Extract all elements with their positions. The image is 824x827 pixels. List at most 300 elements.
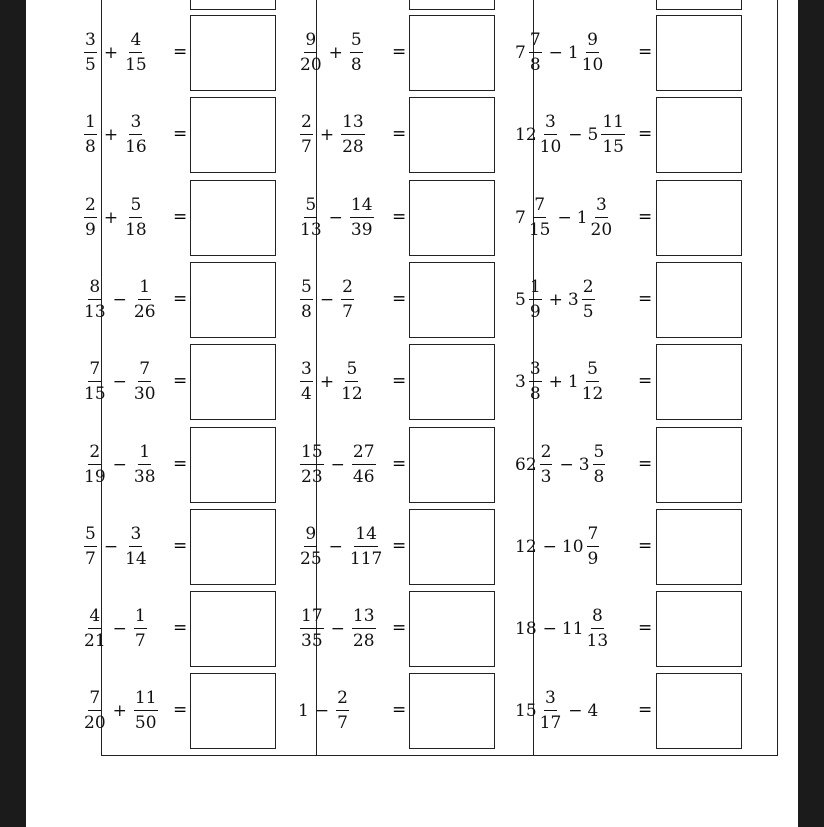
denominator: 9 [587,548,599,569]
numerator: 11 [134,690,158,711]
numerator: 5 [300,279,313,300]
problem-expression [298,672,351,750]
numerator: 5 [350,32,363,53]
problem-expression [298,343,365,421]
answer-box[interactable] [409,427,495,503]
denominator: 28 [342,137,364,158]
numerator: 5 [593,444,606,465]
operator: − [542,536,557,557]
numerator: 9 [586,32,599,53]
whole-number: 3 [515,372,526,393]
numerator: 7 [587,526,600,547]
denominator: 7 [134,631,146,652]
problem-expression [82,96,149,174]
expression [515,32,605,74]
fraction [125,32,147,74]
expression [515,361,605,403]
denominator: 8 [85,137,96,158]
denominator: 7 [85,548,96,569]
numerator: 3 [529,361,542,382]
numerator: 17 [300,608,324,629]
fraction [336,690,349,732]
denominator: 10 [581,55,604,75]
fraction [352,608,376,650]
whole-number: 15 [515,701,537,722]
answer-box[interactable] [190,509,276,585]
fraction [300,441,324,487]
denominator: 38 [133,466,156,487]
numerator: 3 [84,32,97,53]
fraction [125,114,147,156]
operator: + [112,701,127,722]
operator: + [103,207,119,228]
denominator: 15 [602,137,624,158]
numerator: 3 [300,361,313,382]
numerator: 7 [88,361,101,382]
problem-expression [298,426,378,504]
equals-sign: = [173,371,188,392]
whole-number: 5 [587,125,599,146]
equals-sign: = [392,206,407,227]
numerator: 15 [300,444,324,465]
numerator: 7 [533,197,546,218]
denominator: 15 [528,219,551,240]
numerator: 5 [84,526,97,547]
whole-number: 1 [298,701,309,722]
equals-sign: = [638,700,653,721]
fraction [84,523,97,569]
equals-sign: = [392,371,407,392]
answer-box[interactable] [409,97,495,173]
operator: + [103,43,119,63]
problem-expression [82,261,158,339]
numerator: 3 [595,197,608,218]
denominator: 21 [84,631,106,652]
fraction [300,194,322,240]
answer-box[interactable] [190,262,276,338]
numerator: 5 [345,361,358,382]
expression [515,194,614,240]
equals-sign: = [392,124,407,145]
fraction [341,114,365,156]
denominator: 9 [85,219,96,240]
answer-box[interactable] [656,180,742,256]
fraction [133,441,156,487]
denominator: 23 [301,466,323,487]
numerator: 3 [544,114,557,135]
numerator: 1 [84,114,97,135]
fraction [134,361,156,403]
equals-sign: = [173,206,188,227]
equals-sign: = [638,371,653,392]
fraction [349,523,383,569]
problem-expression [298,179,376,257]
denominator: 35 [301,631,323,652]
problem-expression [298,261,356,339]
problem-expression [82,426,158,504]
fraction [590,194,613,240]
numerator: 1 [138,279,151,300]
whole-number: 18 [515,619,537,640]
expression [298,114,367,156]
fraction [350,194,374,240]
numerator: 8 [88,279,101,300]
fraction [352,441,376,487]
expression [515,114,627,156]
operator: − [112,372,127,393]
operator: − [559,454,574,475]
whole-number: 3 [567,289,579,310]
denominator: 39 [350,219,373,240]
fraction [300,114,313,156]
answer-box[interactable] [656,262,742,338]
answer-box[interactable] [409,591,495,667]
problem-expression [515,14,605,92]
operator: − [330,619,345,640]
equals-sign: = [638,124,653,145]
numerator: 4 [88,608,101,629]
problem-expression [82,179,149,257]
operator: − [328,207,343,228]
expression [82,114,149,156]
operator: + [328,43,343,63]
denominator: 25 [300,548,322,569]
problem-expression [298,96,367,174]
equals-sign: = [173,453,188,474]
equals-sign: = [638,453,653,474]
fraction [529,276,542,322]
problem-expression [298,590,378,668]
denominator: 50 [134,713,157,734]
fraction [134,608,147,650]
problem-expression [515,96,627,174]
numerator: 2 [540,444,553,465]
operator: − [568,701,583,722]
denominator: 14 [125,548,147,569]
fraction [84,114,97,156]
expression [515,441,607,487]
operator: − [314,701,330,722]
denominator: 13 [300,219,322,240]
fraction [341,361,363,403]
denominator: 8 [593,466,605,487]
answer-box[interactable] [409,344,495,420]
operator: − [112,619,127,640]
expression [82,441,158,487]
answer-box[interactable] [190,591,276,667]
expression [298,441,378,487]
answer-box[interactable] [409,180,495,256]
expression [82,523,149,569]
fraction [540,114,562,156]
equals-sign: = [173,618,188,639]
problem-expression [298,14,365,92]
denominator: 5 [582,301,594,322]
answer-box[interactable] [656,591,742,667]
whole-number: 3 [578,454,590,475]
fraction [587,608,609,650]
numerator: 4 [129,32,142,53]
answer-box[interactable] [190,344,276,420]
problem-expression [515,261,597,339]
denominator: 7 [337,713,348,734]
fraction [528,194,551,240]
fraction [300,32,322,74]
expression [82,361,158,403]
problem-expression [82,14,149,92]
denominator: 16 [125,137,147,158]
problem-expression [82,590,149,668]
equals-sign: = [173,700,188,721]
fraction [300,523,322,569]
expression [515,690,599,732]
expression [515,523,601,569]
answer-box[interactable] [656,97,742,173]
whole-number: 4 [587,701,599,722]
answer-box[interactable] [409,673,495,749]
whole-number: 7 [515,207,526,228]
whole-number: 12 [515,125,537,146]
numerator: 3 [129,114,142,135]
denominator: 3 [540,466,552,487]
answer-box[interactable] [656,15,742,91]
operator: − [328,536,343,557]
numerator: 9 [304,526,317,547]
expression [298,523,384,569]
denominator: 15 [84,384,106,405]
equals-sign: = [638,206,653,227]
denominator: 12 [581,384,604,405]
expression [298,32,365,74]
answer-box[interactable] [190,15,276,91]
denominator: 17 [539,713,562,734]
fraction [582,32,604,74]
answer-box[interactable] [409,509,495,585]
fraction [84,690,106,732]
answer-box-partial[interactable] [190,0,276,10]
equals-sign: = [392,700,407,721]
expression [82,608,149,650]
denominator: 30 [133,384,156,405]
problem-expression [82,672,160,750]
numerator: 7 [529,32,542,53]
fraction [300,361,313,403]
numerator: 2 [341,279,354,300]
operator: + [319,125,335,146]
equals-sign: = [392,453,407,474]
problem-expression [515,179,614,257]
denominator: 13 [84,301,106,322]
denominator: 20 [300,55,322,75]
answer-box[interactable] [190,180,276,256]
numerator: 2 [84,197,97,218]
whole-number: 7 [515,43,526,63]
answer-box[interactable] [409,15,495,91]
expression [82,194,149,240]
expression [298,276,356,322]
operator: − [103,536,119,557]
whole-number: 12 [515,536,537,557]
denominator: 8 [529,55,541,75]
fraction [84,276,106,322]
equals-sign: = [173,42,188,62]
fraction [84,608,106,650]
numerator: 2 [582,279,595,300]
worksheet-page [26,0,798,827]
equals-sign: = [638,42,653,62]
numerator: 13 [341,114,365,135]
fraction [350,32,363,74]
denominator: 10 [539,137,562,158]
denominator: 46 [352,466,375,487]
fraction [84,32,97,74]
expression [515,608,610,650]
numerator: 7 [88,690,101,711]
whole-number: 1 [567,372,579,393]
denominator: 7 [301,137,312,158]
expression [82,690,160,732]
numerator: 14 [354,526,378,547]
equals-sign: = [392,618,407,639]
denominator: 8 [529,384,541,405]
operator: + [548,289,563,310]
equals-sign: = [392,42,407,62]
whole-number: 1 [567,43,579,63]
whole-number: 1 [576,207,588,228]
answer-box[interactable] [190,97,276,173]
equals-sign: = [392,288,407,309]
denominator: 18 [125,219,147,240]
problem-expression [82,343,158,421]
operator: − [319,289,335,310]
fraction [125,523,147,569]
denominator: 13 [586,631,609,652]
answer-box[interactable] [409,262,495,338]
operator: − [548,43,563,63]
problem-expression [515,426,607,504]
denominator: 28 [352,631,375,652]
denominator: 20 [84,713,106,734]
answer-box-partial[interactable] [656,0,742,10]
numerator: 2 [300,114,313,135]
answer-box[interactable] [190,673,276,749]
denominator: 4 [301,384,312,405]
equals-sign: = [392,535,407,556]
denominator: 8 [301,301,312,322]
equals-sign: = [173,288,188,309]
equals-sign: = [638,288,653,309]
expression [82,276,158,322]
operator: + [103,125,119,146]
fraction [125,194,147,240]
operator: − [112,289,127,310]
numerator: 9 [304,32,317,53]
problem-expression [515,590,610,668]
fraction [582,361,604,403]
fraction [540,441,553,487]
fraction [593,441,606,487]
equals-sign: = [638,618,653,639]
fraction [601,114,625,156]
answer-box[interactable] [190,427,276,503]
denominator: 8 [350,55,362,75]
fraction [84,361,106,403]
equals-sign: = [173,535,188,556]
denominator: 117 [349,548,383,569]
expression [298,361,365,403]
fraction [529,32,542,74]
whole-number: 10 [561,536,584,557]
whole-number: 62 [515,454,537,475]
numerator: 11 [601,114,625,135]
numerator: 2 [336,690,349,711]
denominator: 19 [84,466,106,487]
expression [298,608,378,650]
problem-expression [82,508,149,586]
numerator: 5 [586,361,599,382]
numerator: 13 [352,608,376,629]
operator: − [557,207,572,228]
numerator: 2 [88,444,101,465]
operator: − [330,454,345,475]
numerator: 5 [129,197,142,218]
numerator: 7 [138,361,151,382]
fraction [540,690,562,732]
numerator: 1 [134,608,147,629]
fraction [84,194,97,240]
operator: + [319,372,335,393]
expression [82,32,149,74]
expression [515,276,597,322]
problem-expression [515,672,599,750]
fraction [529,361,542,403]
equals-sign: = [638,535,653,556]
numerator: 1 [529,279,542,300]
denominator: 9 [529,301,541,322]
operator: − [112,454,127,475]
expression [298,690,351,732]
denominator: 20 [590,219,613,240]
denominator: 15 [125,55,147,75]
whole-number: 11 [561,619,584,640]
denominator: 7 [342,301,353,322]
denominator: 12 [341,384,363,405]
answer-box[interactable] [656,344,742,420]
denominator: 5 [85,55,96,75]
fraction [134,690,158,732]
answer-box-partial[interactable] [409,0,495,10]
numerator: 14 [350,197,374,218]
numerator: 8 [591,608,604,629]
numerator: 3 [544,690,557,711]
fraction [300,276,313,322]
problem-expression [515,508,601,586]
numerator: 1 [138,444,151,465]
operator: + [548,372,563,393]
numerator: 27 [352,444,376,465]
answer-box[interactable] [656,509,742,585]
fraction [300,608,324,650]
denominator: 26 [133,301,156,322]
numerator: 5 [304,197,317,218]
expression [298,194,376,240]
answer-box[interactable] [656,673,742,749]
answer-box[interactable] [656,427,742,503]
problem-expression [515,343,605,421]
fraction [341,276,354,322]
fraction [133,276,156,322]
operator: − [542,619,557,640]
